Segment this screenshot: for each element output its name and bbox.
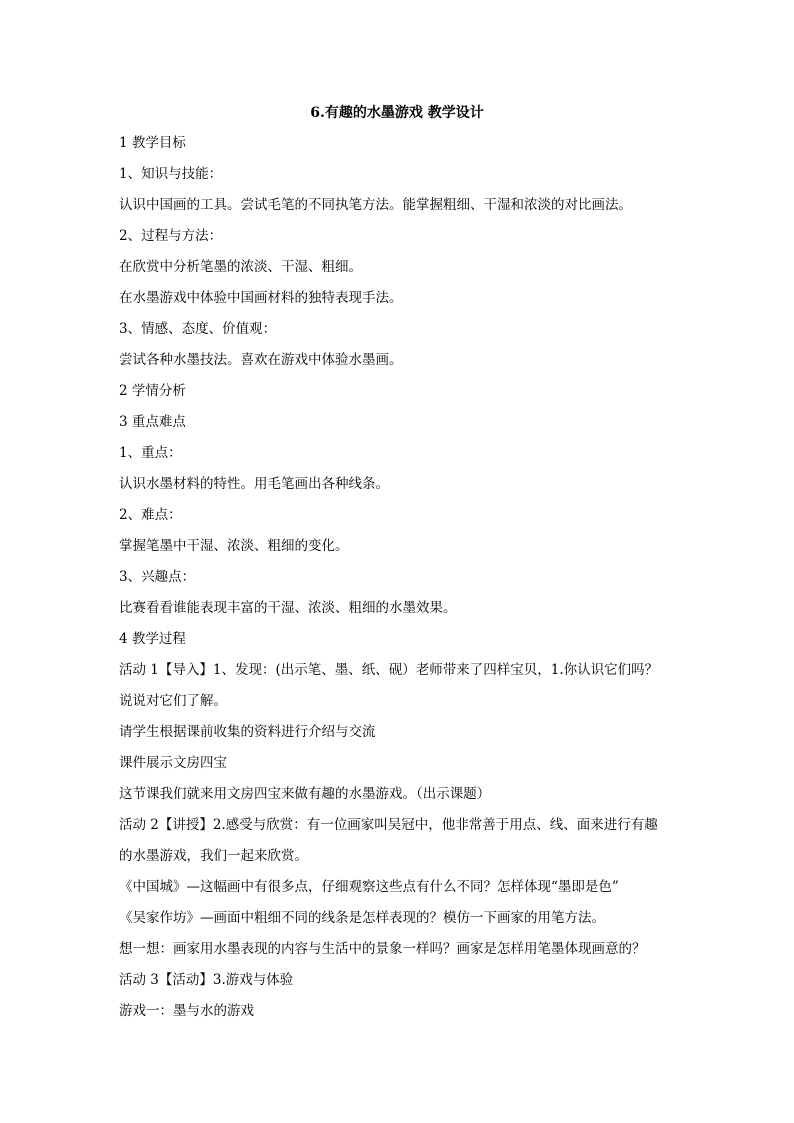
- heading-teaching-process: 4 教学过程: [119, 631, 186, 647]
- paragraph-line: 游戏一：墨与水的游戏: [119, 1003, 254, 1019]
- paragraph-line: 认识水墨材料的特性。用毛笔画出各种线条。: [119, 476, 389, 492]
- paragraph-line: 活动 1【导入】1、发现：(出示笔、墨、纸、砚）老师带来了四样宝贝，1.你认识它们吗？: [119, 662, 659, 678]
- document-title: 6.有趣的水墨游戏 教学设计: [310, 105, 484, 121]
- heading-key-points: 3 重点难点: [119, 414, 186, 430]
- paragraph-line: 说说对它们了解。: [119, 693, 227, 709]
- subheading-knowledge-skills: 1、知识与技能：: [119, 166, 223, 182]
- heading-teaching-goals: 1 教学目标: [119, 135, 186, 151]
- heading-learner-analysis: 2 学情分析: [119, 383, 186, 399]
- paragraph-line: 的水墨游戏，我们一起来欣赏。: [119, 848, 308, 864]
- paragraph-line: 《吴家作坊》—画面中粗细不同的线条是怎样表现的？模仿一下画家的用笔方法。: [119, 910, 605, 926]
- paragraph-line: 请学生根据课前收集的资料进行介绍与交流: [119, 724, 376, 740]
- subheading-process-methods: 2、过程与方法：: [119, 228, 223, 244]
- paragraph-line: 这节课我们就来用文房四宝来做有趣的水墨游戏。（出示课题）: [119, 786, 491, 802]
- paragraph-line: 活动 2【讲授】2.感受与欣赏：有一位画家叫吴冠中，他非常善于用点、线、面来进行有趣: [119, 817, 658, 833]
- paragraph-line: 掌握笔墨中干湿、浓淡、粗细的变化。: [119, 538, 349, 554]
- paragraph-line: 想一想：画家用水墨表现的内容与生活中的景象一样吗？画家是怎样用笔墨体现画意的？: [119, 941, 646, 957]
- subheading-emotion-values: 3、情感、态度、价值观：: [119, 321, 277, 337]
- paragraph-line: 《中国城》—这幅画中有很多点，仔细观察这些点有什么不同？怎样体现“墨即是色”: [119, 879, 619, 895]
- paragraph-line: 尝试各种水墨技法。喜欢在游戏中体验水墨画。: [119, 352, 403, 368]
- paragraph-line: 认识中国画的工具。尝试毛笔的不同执笔方法。能掌握粗细、干湿和浓淡的对比画法。: [119, 197, 632, 213]
- paragraph-line: 活动 3【活动】3.游戏与体验: [119, 972, 294, 988]
- paragraph-line: 在欣赏中分析笔墨的浓淡、干湿、粗细。: [119, 259, 362, 275]
- paragraph-line: 课件展示文房四宝: [119, 755, 227, 771]
- paragraph-line: 比赛看看谁能表现丰富的干湿、浓淡、粗细的水墨效果。: [119, 600, 457, 616]
- paragraph-line: 在水墨游戏中体验中国画材料的独特表现手法。: [119, 290, 403, 306]
- subheading-difficulty: 2、难点：: [119, 507, 182, 523]
- subheading-interest-point: 3、兴趣点：: [119, 569, 196, 585]
- subheading-key-point: 1、重点：: [119, 445, 182, 461]
